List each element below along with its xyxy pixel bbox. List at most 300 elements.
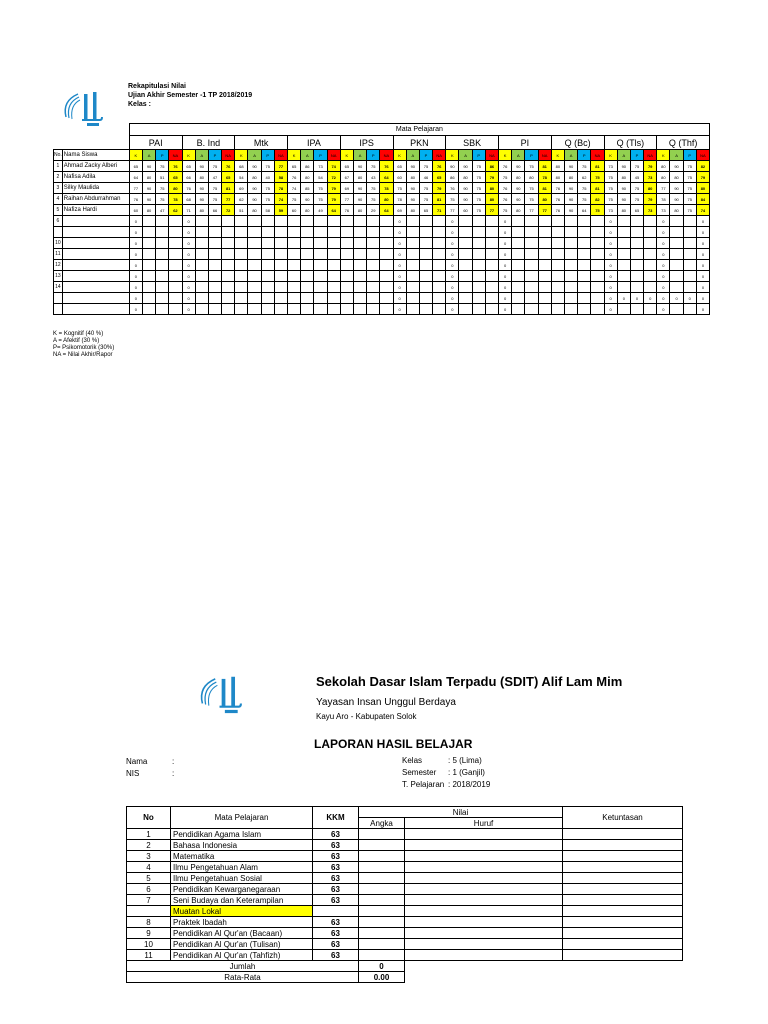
student-name xyxy=(62,260,129,271)
student-no: 11 xyxy=(54,249,63,260)
empty-cell xyxy=(248,293,261,304)
huruf-cell xyxy=(405,873,563,884)
zero-cell: 0 xyxy=(683,293,696,304)
recap-legend xyxy=(53,331,114,359)
huruf-cell xyxy=(405,928,563,939)
zero-cell: 0 xyxy=(446,216,459,227)
zero-cell: 0 xyxy=(657,238,670,249)
empty-cell xyxy=(222,304,235,315)
sub-col-p: P xyxy=(472,150,485,161)
score-cell: 64 xyxy=(327,205,340,216)
zero-cell: 0 xyxy=(604,238,617,249)
empty-cell xyxy=(683,271,696,282)
score-cell: 69 xyxy=(235,183,248,194)
nis-label: NIS xyxy=(126,769,140,778)
score-cell: 86 xyxy=(485,161,498,172)
zero-cell: 0 xyxy=(499,249,512,260)
score-cell: 75 xyxy=(525,183,538,194)
score-cell: 80 xyxy=(670,205,683,216)
empty-cell xyxy=(419,216,432,227)
zero-cell: 0 xyxy=(499,227,512,238)
student-name: Ahmad Zacky Alberi xyxy=(62,161,129,172)
score-cell: 90 xyxy=(406,194,419,205)
empty-cell xyxy=(683,282,696,293)
empty-cell xyxy=(670,304,683,315)
recap-exam: Ujian Akhir Semester -1 TP 2018/2019 xyxy=(128,92,253,99)
score-cell: 80 xyxy=(459,172,472,183)
table-row xyxy=(127,840,683,851)
empty-cell xyxy=(288,304,301,315)
empty-cell xyxy=(564,293,577,304)
subject-header: Q (Tls) xyxy=(604,136,657,150)
zero-cell: 0 xyxy=(446,304,459,315)
empty-cell xyxy=(406,216,419,227)
subject-header: IPA xyxy=(288,136,341,150)
score-cell: 71 xyxy=(433,205,446,216)
zero-cell: 0 xyxy=(657,216,670,227)
score-cell: 75 xyxy=(591,205,604,216)
empty-cell xyxy=(340,260,353,271)
empty-cell xyxy=(156,271,169,282)
score-cell: 81 xyxy=(591,183,604,194)
empty-cell xyxy=(472,293,485,304)
huruf-cell xyxy=(405,829,563,840)
empty-cell xyxy=(617,304,630,315)
score-cell: 75 xyxy=(261,183,274,194)
score-cell: 75 xyxy=(156,161,169,172)
zero-cell: 0 xyxy=(696,227,709,238)
muatan-lokal-label: Muatan Lokal xyxy=(171,906,313,917)
score-cell: 71 xyxy=(182,205,195,216)
nilai-header: Nilai xyxy=(359,807,563,818)
zero-cell: 0 xyxy=(604,249,617,260)
student-no: 14 xyxy=(54,282,63,293)
blank-cell xyxy=(313,906,359,917)
zero-cell: 0 xyxy=(604,271,617,282)
empty-cell xyxy=(261,260,274,271)
zero-cell: 0 xyxy=(129,216,142,227)
zero-cell: 0 xyxy=(696,271,709,282)
score-cell: 81 xyxy=(433,194,446,205)
score-cell: 77 xyxy=(274,161,287,172)
score-cell: 79 xyxy=(327,194,340,205)
empty-cell xyxy=(578,260,591,271)
score-cell: 78 xyxy=(538,172,551,183)
subject-kkm: 63 xyxy=(313,950,359,961)
score-cell: 80 xyxy=(248,205,261,216)
score-cell: 76 xyxy=(499,183,512,194)
empty-cell xyxy=(208,293,221,304)
score-cell: 90 xyxy=(512,161,525,172)
zero-cell: 0 xyxy=(129,227,142,238)
score-cell: 90 xyxy=(459,183,472,194)
empty-cell xyxy=(617,227,630,238)
score-cell: 90 xyxy=(459,194,472,205)
score-cell: 60 xyxy=(288,205,301,216)
sub-col-p: P xyxy=(578,150,591,161)
score-cell: 78 xyxy=(657,194,670,205)
student-name: Silky Maulida xyxy=(62,183,129,194)
empty-cell xyxy=(380,227,393,238)
score-cell: 75 xyxy=(604,183,617,194)
score-cell: 90 xyxy=(353,183,366,194)
empty-cell xyxy=(670,216,683,227)
score-cell: 78 xyxy=(274,183,287,194)
subject-header: PI xyxy=(499,136,552,150)
empty-cell xyxy=(485,227,498,238)
empty-cell xyxy=(142,293,155,304)
empty-cell xyxy=(591,304,604,315)
zero-cell: 0 xyxy=(393,282,406,293)
empty-cell xyxy=(327,249,340,260)
empty-cell xyxy=(156,282,169,293)
empty-cell xyxy=(288,216,301,227)
angka-cell xyxy=(359,917,405,928)
empty-cell xyxy=(591,282,604,293)
empty-cell xyxy=(459,271,472,282)
empty-cell xyxy=(353,227,366,238)
score-cell: 81 xyxy=(591,161,604,172)
empty-cell xyxy=(406,227,419,238)
zero-cell: 0 xyxy=(657,282,670,293)
score-cell: 90 xyxy=(670,183,683,194)
empty-cell xyxy=(617,271,630,282)
empty-cell xyxy=(485,304,498,315)
angka-cell xyxy=(359,873,405,884)
empty-cell xyxy=(195,216,208,227)
score-cell: 75 xyxy=(604,194,617,205)
zero-cell: 0 xyxy=(182,249,195,260)
empty-cell xyxy=(208,304,221,315)
score-cell: 65 xyxy=(630,205,643,216)
empty-cell xyxy=(208,271,221,282)
table-row xyxy=(54,260,710,271)
empty-cell xyxy=(433,238,446,249)
score-cell: 90 xyxy=(670,161,683,172)
score-cell: 76 xyxy=(222,161,235,172)
score-cell: 80 xyxy=(142,205,155,216)
empty-cell xyxy=(564,304,577,315)
subject-name: Matematika xyxy=(171,851,313,862)
table-row xyxy=(54,205,710,216)
score-cell: 90 xyxy=(301,194,314,205)
empty-cell xyxy=(380,238,393,249)
student-name xyxy=(62,238,129,249)
empty-cell xyxy=(248,282,261,293)
rata-value: 0.00 xyxy=(359,972,405,983)
score-cell: 77 xyxy=(340,194,353,205)
score-cell: 90 xyxy=(564,183,577,194)
zero-cell: 0 xyxy=(182,227,195,238)
zero-cell: 0 xyxy=(696,216,709,227)
empty-cell xyxy=(142,238,155,249)
empty-cell xyxy=(195,260,208,271)
empty-cell xyxy=(630,249,643,260)
table-row xyxy=(54,304,710,315)
tp-value: : 2018/2019 xyxy=(448,780,491,789)
empty-cell xyxy=(327,271,340,282)
zero-cell: 0 xyxy=(499,216,512,227)
sub-col-na: NA xyxy=(644,150,657,161)
empty-cell xyxy=(525,293,538,304)
report-title: LAPORAN HASIL BELAJAR xyxy=(314,737,473,751)
zero-cell: 0 xyxy=(630,293,643,304)
empty-cell xyxy=(314,227,327,238)
empty-cell xyxy=(551,216,564,227)
empty-cell xyxy=(644,271,657,282)
empty-cell xyxy=(591,216,604,227)
empty-cell xyxy=(222,238,235,249)
table-row xyxy=(127,884,683,895)
table-row xyxy=(54,293,710,304)
score-cell: 90 xyxy=(142,183,155,194)
empty-cell xyxy=(485,216,498,227)
empty-cell xyxy=(485,282,498,293)
score-cell: 46 xyxy=(419,172,432,183)
score-cell: 75 xyxy=(472,172,485,183)
empty-cell xyxy=(248,216,261,227)
subject-no: 7 xyxy=(127,895,171,906)
zero-cell: 0 xyxy=(393,238,406,249)
empty-cell xyxy=(538,238,551,249)
score-cell: 75 xyxy=(446,194,459,205)
score-cell: 81 xyxy=(538,161,551,172)
table-row xyxy=(54,183,710,194)
empty-cell xyxy=(261,216,274,227)
empty-cell xyxy=(459,227,472,238)
angka-cell xyxy=(359,862,405,873)
empty-cell xyxy=(617,260,630,271)
score-cell: 72 xyxy=(222,205,235,216)
angka-cell xyxy=(359,928,405,939)
score-cell: 75 xyxy=(472,183,485,194)
table-row xyxy=(127,917,683,928)
empty-cell xyxy=(644,216,657,227)
empty-cell xyxy=(288,260,301,271)
empty-cell xyxy=(525,238,538,249)
sub-col-na: NA xyxy=(591,150,604,161)
empty-cell xyxy=(156,238,169,249)
empty-cell xyxy=(380,260,393,271)
score-cell: 69 xyxy=(340,183,353,194)
score-cell: 54 xyxy=(235,172,248,183)
subject-header: PKN xyxy=(393,136,446,150)
empty-cell xyxy=(208,260,221,271)
zero-cell: 0 xyxy=(182,282,195,293)
score-cell: 62 xyxy=(169,205,182,216)
score-cell: 49 xyxy=(314,205,327,216)
empty-cell xyxy=(142,304,155,315)
empty-cell xyxy=(195,282,208,293)
empty-cell xyxy=(208,249,221,260)
score-cell: 90 xyxy=(617,194,630,205)
empty-cell xyxy=(525,271,538,282)
score-cell: 60 xyxy=(129,205,142,216)
score-cell: 68 xyxy=(235,161,248,172)
student-no xyxy=(54,227,63,238)
empty-cell xyxy=(261,227,274,238)
empty-cell xyxy=(644,282,657,293)
zero-cell: 0 xyxy=(604,260,617,271)
score-cell: 76 xyxy=(551,183,564,194)
empty-cell xyxy=(512,238,525,249)
score-cell: 76 xyxy=(433,161,446,172)
table-row xyxy=(54,161,710,172)
sub-col-k: K xyxy=(551,150,564,161)
empty-cell xyxy=(353,282,366,293)
score-cell: 64 xyxy=(380,205,393,216)
empty-cell xyxy=(288,271,301,282)
sub-col-a: A xyxy=(301,150,314,161)
empty-cell xyxy=(261,238,274,249)
angka-cell xyxy=(359,895,405,906)
empty-cell xyxy=(235,293,248,304)
score-cell: 80 xyxy=(512,172,525,183)
empty-cell xyxy=(485,260,498,271)
empty-cell xyxy=(156,260,169,271)
sub-col-na: NA xyxy=(433,150,446,161)
nama-colon: : xyxy=(172,757,175,766)
zero-cell: 0 xyxy=(499,238,512,249)
sub-col-a: A xyxy=(512,150,525,161)
empty-cell xyxy=(353,304,366,315)
empty-cell xyxy=(419,293,432,304)
empty-cell xyxy=(367,238,380,249)
score-cell: 74 xyxy=(327,161,340,172)
table-row xyxy=(127,961,683,972)
score-cell: 75 xyxy=(525,194,538,205)
empty-cell xyxy=(380,216,393,227)
recap-table xyxy=(53,123,710,315)
table-row xyxy=(127,939,683,950)
empty-cell xyxy=(156,227,169,238)
zero-cell: 0 xyxy=(446,282,459,293)
angka-cell xyxy=(359,840,405,851)
zero-cell: 0 xyxy=(499,271,512,282)
empty-cell xyxy=(406,260,419,271)
empty-cell xyxy=(353,238,366,249)
empty-cell xyxy=(630,271,643,282)
score-cell: 75 xyxy=(208,194,221,205)
score-cell: 78 xyxy=(380,183,393,194)
score-cell: 65 xyxy=(393,161,406,172)
empty-cell xyxy=(248,260,261,271)
empty-cell xyxy=(419,227,432,238)
empty-cell xyxy=(406,293,419,304)
subject-kkm: 63 xyxy=(313,873,359,884)
subject-name: Praktek Ibadah xyxy=(171,917,313,928)
score-cell: 80 xyxy=(551,172,564,183)
empty-cell xyxy=(525,260,538,271)
empty-cell xyxy=(578,282,591,293)
score-cell: 67 xyxy=(340,172,353,183)
table-row xyxy=(54,216,710,227)
zero-cell: 0 xyxy=(446,238,459,249)
blank-cell xyxy=(563,906,683,917)
score-cell: 65 xyxy=(222,172,235,183)
empty-cell xyxy=(472,216,485,227)
ketuntasan-cell xyxy=(563,917,683,928)
empty-cell xyxy=(367,282,380,293)
score-cell: 90 xyxy=(459,161,472,172)
blank-cell xyxy=(359,906,405,917)
table-row xyxy=(127,906,683,917)
score-cell: 77 xyxy=(222,194,235,205)
table-row xyxy=(127,950,683,961)
score-cell: 90 xyxy=(195,161,208,172)
empty-cell xyxy=(630,227,643,238)
empty-cell xyxy=(169,282,182,293)
student-no: 3 xyxy=(54,183,63,194)
subject-name: Pendidikan Al Qur'an (Bacaan) xyxy=(171,928,313,939)
empty-cell xyxy=(235,304,248,315)
sub-col-a: A xyxy=(142,150,155,161)
empty-cell xyxy=(327,293,340,304)
empty-cell xyxy=(512,271,525,282)
score-cell: 80 xyxy=(353,205,366,216)
huruf-cell xyxy=(405,884,563,895)
score-cell: 75 xyxy=(499,205,512,216)
zero-cell: 0 xyxy=(182,216,195,227)
score-cell: 76 xyxy=(499,161,512,172)
semester-value: : 1 (Ganjil) xyxy=(448,768,485,777)
score-cell: 75 xyxy=(472,205,485,216)
ketuntasan-cell xyxy=(563,884,683,895)
empty-cell xyxy=(564,227,577,238)
sub-col-a: A xyxy=(406,150,419,161)
empty-cell xyxy=(222,227,235,238)
empty-cell xyxy=(578,216,591,227)
empty-cell xyxy=(485,271,498,282)
recap-class: Kelas : xyxy=(128,101,151,108)
empty-cell xyxy=(683,304,696,315)
table-row xyxy=(127,972,683,983)
score-cell: 72 xyxy=(327,172,340,183)
empty-cell xyxy=(670,282,683,293)
sub-col-k: K xyxy=(657,150,670,161)
sub-col-p: P xyxy=(314,150,327,161)
subject-header: Q (Thf) xyxy=(657,136,710,150)
zero-cell: 0 xyxy=(446,249,459,260)
score-cell: 75 xyxy=(578,194,591,205)
empty-cell xyxy=(169,271,182,282)
empty-cell xyxy=(169,216,182,227)
empty-cell xyxy=(353,260,366,271)
score-cell: 58 xyxy=(261,205,274,216)
sub-col-a: A xyxy=(353,150,366,161)
empty-cell xyxy=(433,271,446,282)
empty-cell xyxy=(525,282,538,293)
subject-name: Seni Budaya dan Keterampilan xyxy=(171,895,313,906)
empty-cell xyxy=(367,227,380,238)
empty-cell xyxy=(288,238,301,249)
subject-no: 8 xyxy=(127,917,171,928)
empty-cell xyxy=(419,238,432,249)
ketuntasan-cell xyxy=(563,928,683,939)
empty-cell xyxy=(222,216,235,227)
empty-cell xyxy=(169,304,182,315)
empty-cell xyxy=(578,293,591,304)
empty-cell xyxy=(617,238,630,249)
score-cell: 80 xyxy=(696,183,709,194)
score-cell: 74 xyxy=(274,194,287,205)
empty-cell xyxy=(419,282,432,293)
empty-cell xyxy=(340,293,353,304)
score-cell: 76 xyxy=(446,183,459,194)
zero-cell: 0 xyxy=(696,260,709,271)
empty-cell xyxy=(367,304,380,315)
zero-cell: 0 xyxy=(657,304,670,315)
